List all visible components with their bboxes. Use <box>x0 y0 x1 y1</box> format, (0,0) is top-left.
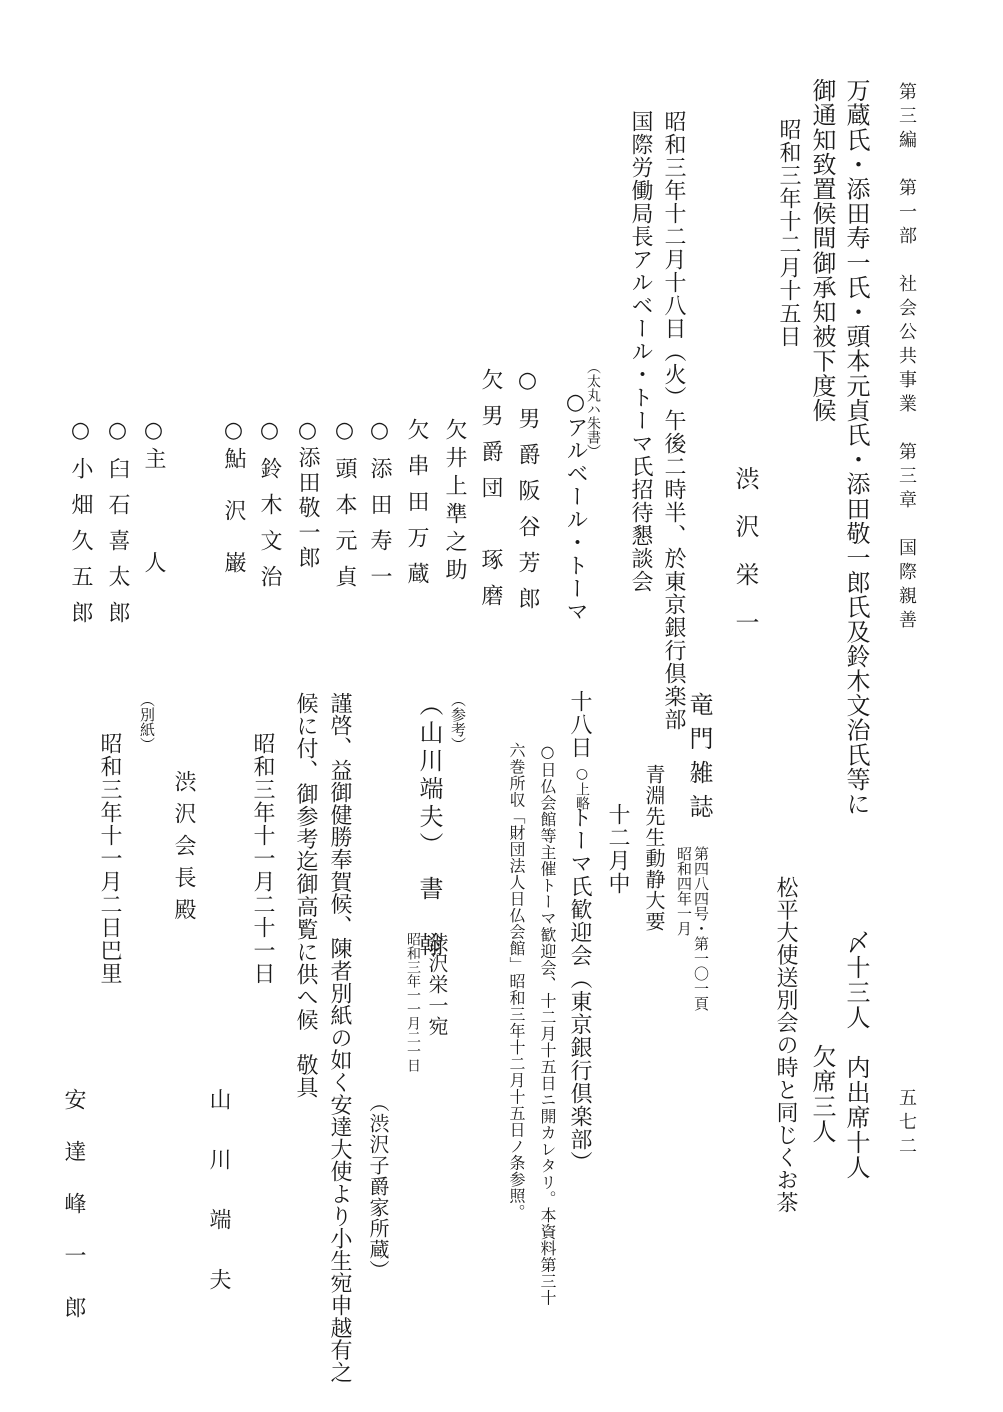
letter-line-1: 万蔵氏・添田寿一氏・頭本元貞氏・添田敬一郎氏及鈴木文治氏等に <box>842 78 870 816</box>
reference-author: （山川端夫） 書 翰 <box>415 692 443 960</box>
attendee: 欠男爵団 琢磨 <box>478 368 503 620</box>
attendee: ○添田敬一郎 <box>295 418 320 571</box>
attendee: ○アルベール・トーマ <box>563 390 588 623</box>
attendee: ○臼石喜太郎 <box>105 418 130 637</box>
summary-line-2: 欠席三人 <box>808 1044 836 1144</box>
letter-line-2: 御通知致置候間御承知被下度候 <box>808 78 836 423</box>
attendee: ○主 人 <box>141 418 166 577</box>
running-head: 第三編 第一部 社会公共事業 第三章 国際親善 <box>896 82 917 634</box>
reference-source: （渋沢子爵家所蔵） <box>366 1092 390 1281</box>
month-heading: 十二月中 <box>605 803 630 895</box>
event-line-1: 昭和三年十二月十八日（火）午後二時半、於東京銀行倶楽部 <box>661 110 686 731</box>
letter-signer: 渋沢栄一 <box>731 466 759 658</box>
entry-text: トーマ氏歓迎会（東京銀行倶楽部） <box>567 806 592 1174</box>
summary-line-3: 松平大使送別会の時と同じくお茶 <box>773 876 798 1214</box>
page-number: 五七二 <box>896 1088 917 1160</box>
section-title: 青淵先生動静大要 <box>642 764 666 932</box>
attendee: ○小畑久五郎 <box>68 418 93 637</box>
letter-date: 昭和三年十二月十五日 <box>776 118 801 348</box>
entry-note: ○上略 <box>574 766 590 810</box>
attendee: ○鈴木文治 <box>257 418 282 601</box>
event-line-2: 国際労働局長アルベール・トーマ氏招待懇談会 <box>628 110 653 593</box>
letter-date-2: 昭和三年十一月二十一日 <box>250 732 275 985</box>
guest-of-honor <box>564 360 600 623</box>
attachment-from: 安 達 峰 一 郎 <box>61 1088 86 1322</box>
footnote-line-1: ○日仏会館等主催トーマ歓迎会、十二月十五日ニ開カレタリ。本資料第三十 <box>538 742 557 1306</box>
journal-title: 竜門雑誌 <box>685 692 713 828</box>
attendee: ○鮎 沢 巌 <box>221 418 246 577</box>
summary-line-1: 〆十三人 内出席十人 <box>842 930 870 1180</box>
attendee: ○男爵阪谷芳郎 <box>515 368 540 623</box>
letter-body-2: 候に付、御参考迄御高覧に供へ候 敬具 <box>293 692 318 1099</box>
attendee: 欠井上準之助 <box>442 418 467 586</box>
journal-date: 昭和四年一月 <box>675 846 693 936</box>
guest-annotation: （太丸ハ朱書） <box>585 360 601 458</box>
journal-issue: 第四八四号・第一〇一頁 <box>692 846 710 1011</box>
attendee: 欠串田万蔵 <box>404 418 429 598</box>
reference-to: 渋沢栄一宛 <box>425 932 449 1037</box>
footnote-line-2: 六巻所収「財団法人日仏会館」昭和三年十二月十五日ノ条参照。 <box>507 742 526 1221</box>
attendee: ○頭本元貞 <box>332 418 357 601</box>
letter-addressee: 渋沢会長殿 <box>171 770 196 930</box>
reference-label: （参考） <box>449 692 467 752</box>
attendee: ○添田寿一 <box>367 418 392 601</box>
letter-from: 山 川 端 夫 <box>206 1088 231 1298</box>
entry-day: 十八日 <box>567 690 592 759</box>
attachment-date: 昭和三年十一月二日巴里 <box>97 732 122 985</box>
letter-body-1: 謹啓、益御健勝奉賀候、陳者別紙の如く安達大使より小生宛申越有之 <box>327 692 352 1384</box>
attachment-label: （別紙） <box>138 692 156 752</box>
reference-date: 昭和三年一一月二一日 <box>405 932 421 1072</box>
